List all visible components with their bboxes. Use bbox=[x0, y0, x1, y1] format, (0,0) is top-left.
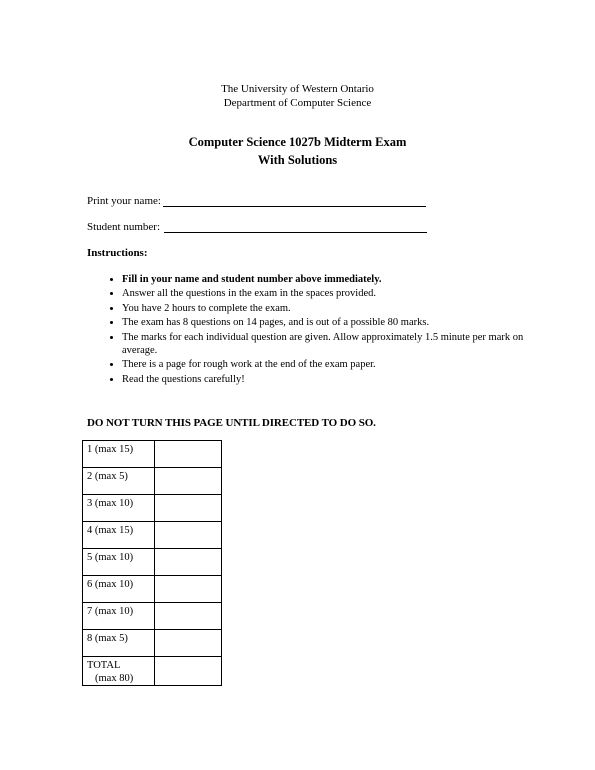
instruction-item: • The exam has 8 questions on 14 pages, and is out of a possible 80 marks. bbox=[122, 316, 527, 329]
score-cell[interactable] bbox=[155, 603, 222, 630]
instruction-item: • There is a page for rough work at the end of the exam paper. bbox=[122, 358, 527, 371]
question-label: 6 (max 10) bbox=[83, 576, 155, 603]
score-cell[interactable] bbox=[155, 576, 222, 603]
document-header bbox=[0, 82, 595, 110]
total-label-cell bbox=[83, 657, 155, 686]
score-cell[interactable] bbox=[155, 549, 222, 576]
question-label: 8 (max 5) bbox=[83, 630, 155, 657]
instruction-item: • The marks for each individual question are given. Allow approximately 1.5 minute per mark on average. bbox=[122, 331, 527, 357]
table-row bbox=[83, 630, 222, 657]
score-cell[interactable] bbox=[155, 522, 222, 549]
instruction-item: • Answer all the questions in the exam in the spaces provided. bbox=[122, 287, 527, 300]
question-label: 2 (max 5) bbox=[83, 468, 155, 495]
do-not-turn-warning: DO NOT TURN THIS PAGE UNTIL DIRECTED TO DO SO. bbox=[87, 417, 376, 429]
exam-title bbox=[0, 133, 595, 169]
score-cell[interactable] bbox=[155, 468, 222, 495]
exam-title-line1: Computer Science 1027b Midterm Exam bbox=[188, 135, 407, 149]
table-row bbox=[83, 468, 222, 495]
total-score-cell[interactable] bbox=[155, 657, 222, 686]
instructions-list bbox=[105, 273, 527, 387]
table-row bbox=[83, 441, 222, 468]
table-row bbox=[83, 576, 222, 603]
student-number-field[interactable] bbox=[87, 220, 427, 233]
total-max: (max 80) bbox=[95, 673, 134, 684]
total-row bbox=[83, 657, 222, 686]
instruction-item: • Read the questions carefully! bbox=[122, 373, 527, 386]
table-row bbox=[83, 522, 222, 549]
instruction-item: • You have 2 hours to complete the exam. bbox=[122, 302, 527, 315]
name-field[interactable] bbox=[87, 194, 426, 207]
instructions-heading: Instructions: bbox=[87, 247, 148, 259]
instruction-item: • Fill in your name and student number above immediately. bbox=[122, 273, 527, 286]
question-label: 3 (max 10) bbox=[83, 495, 155, 522]
question-label: 4 (max 15) bbox=[83, 522, 155, 549]
university-name: The University of Western Ontario bbox=[221, 83, 374, 95]
table-row bbox=[83, 549, 222, 576]
name-label: Print your name: bbox=[87, 195, 161, 207]
question-label: 7 (max 10) bbox=[83, 603, 155, 630]
table-row bbox=[83, 495, 222, 522]
department-name: Department of Computer Science bbox=[223, 97, 372, 109]
score-cell[interactable] bbox=[155, 630, 222, 657]
score-cell[interactable] bbox=[155, 495, 222, 522]
marks-table bbox=[82, 440, 222, 686]
name-blank-line[interactable] bbox=[163, 194, 426, 207]
table-row bbox=[83, 603, 222, 630]
total-label: TOTAL bbox=[87, 660, 121, 671]
question-label: 5 (max 10) bbox=[83, 549, 155, 576]
exam-title-line2: With Solutions bbox=[257, 153, 338, 167]
question-label: 1 (max 15) bbox=[83, 441, 155, 468]
score-cell[interactable] bbox=[155, 441, 222, 468]
student-number-label: Student number: bbox=[87, 221, 161, 233]
student-number-blank-line[interactable] bbox=[164, 220, 427, 233]
